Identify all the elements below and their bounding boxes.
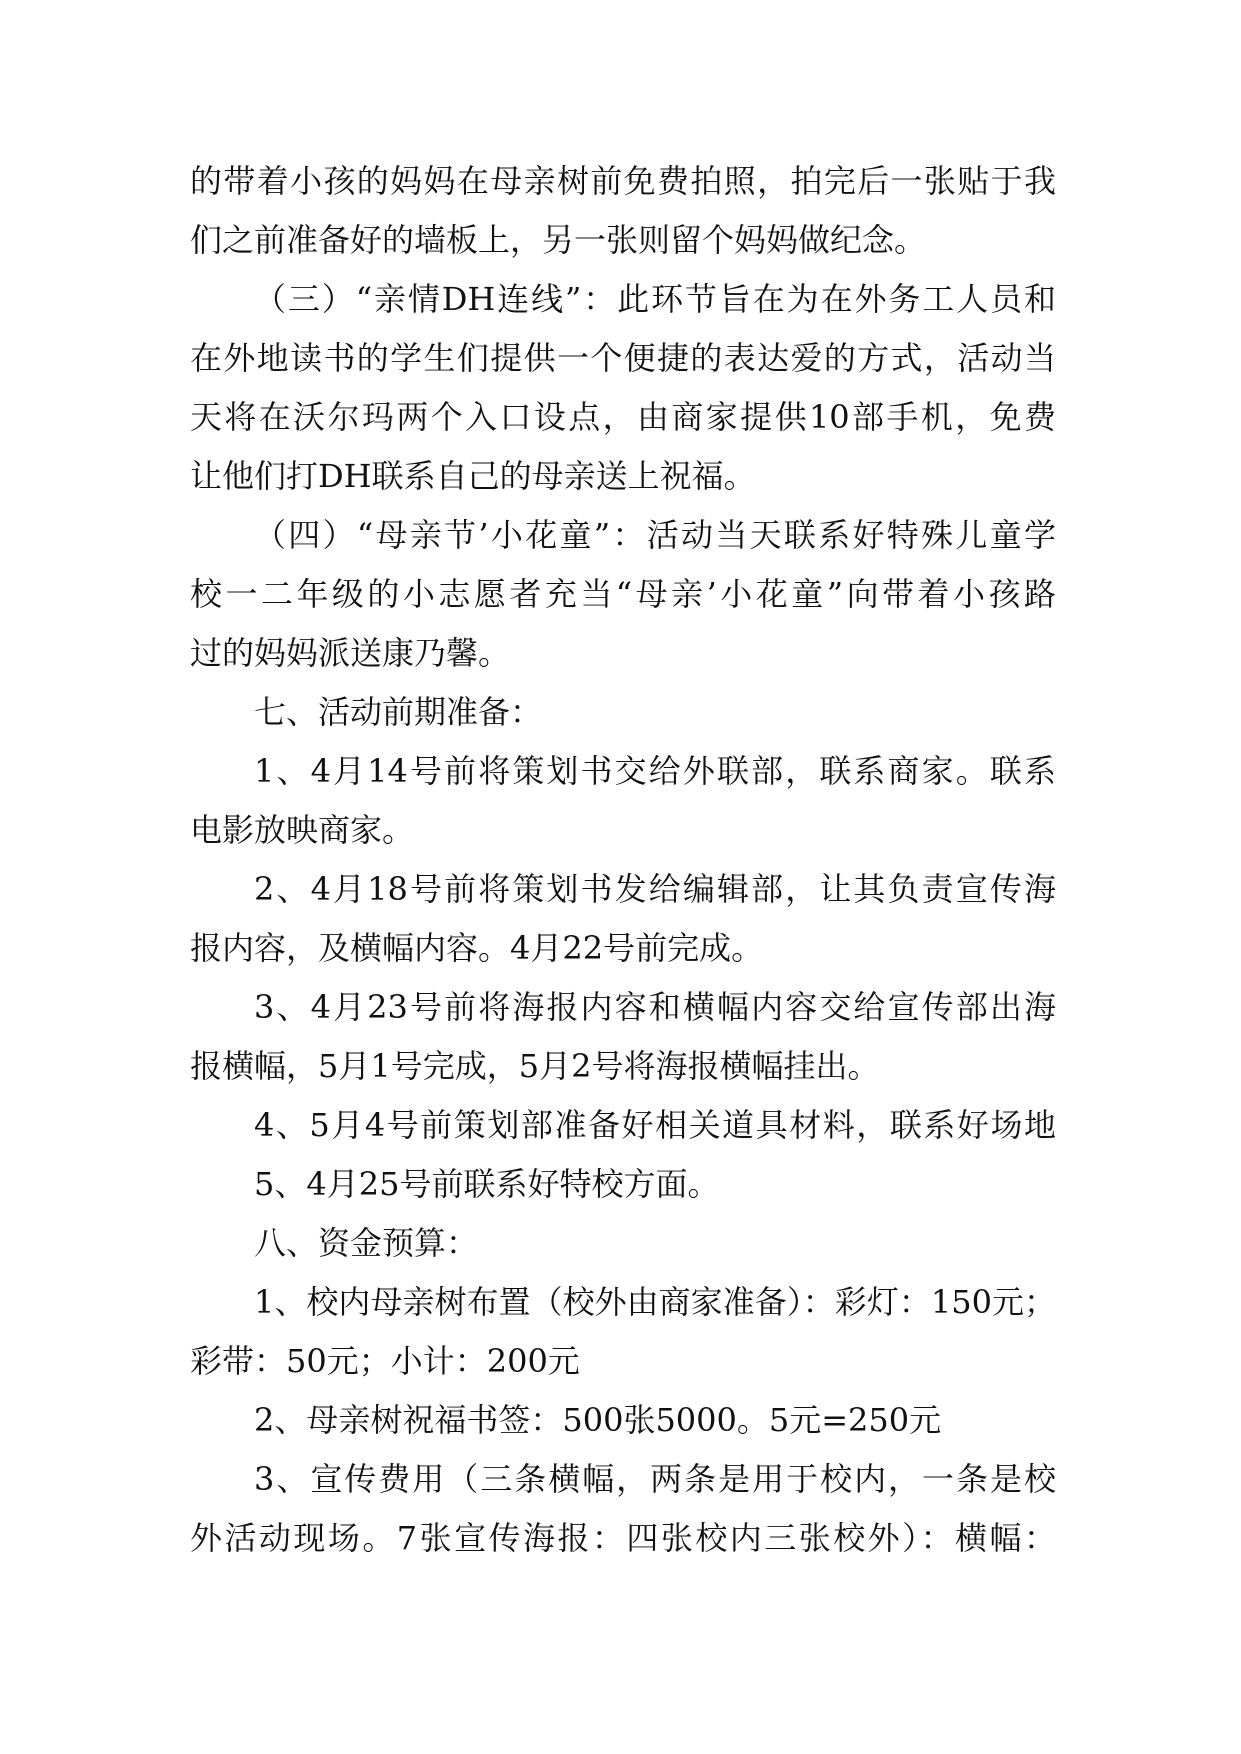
text-line: 报内容，及横幅内容。4月22号前完成。 xyxy=(190,929,764,967)
text-line: 们之前准备好的墙板上，另一张则留个妈妈做纪念。 xyxy=(190,221,927,259)
text-line: 1、校内母亲树布置（校外由商家准备）：彩灯：150元； xyxy=(254,1283,1056,1321)
text-line: 外活动现场。7张宣传海报：四张校内三张校外）：横幅： xyxy=(190,1519,1056,1557)
text-line: 报横幅，5月1号完成，5月2号将海报横幅挂出。 xyxy=(190,1047,880,1085)
text-line: 七、活动前期准备： xyxy=(254,693,543,731)
text-line: 3、4月23号前将海报内容和横幅内容交给宣传部出海 xyxy=(254,988,1056,1026)
text-line: 4、5月4号前策划部准备好相关道具材料，联系好场地 xyxy=(254,1106,1056,1144)
text-line: 1、4月14号前将策划书交给外联部，联系商家。联系 xyxy=(254,752,1056,790)
text-line: 2、母亲树祝福书签：500张5000。5元=250元 xyxy=(254,1401,942,1439)
text-line: 校一二年级的小志愿者充当“母亲’小花童”向带着小孩路 xyxy=(190,575,1056,613)
text-line: 2、4月18号前将策划书发给编辑部，让其负责宣传海 xyxy=(254,870,1056,908)
text-line: （四）“母亲节’小花童”：活动当天联系好特殊儿童学 xyxy=(254,516,1056,554)
text-line: （三）“亲情DH连线”：此环节旨在为在外务工人员和 xyxy=(254,280,1056,318)
text-line: 天将在沃尔玛两个入口设点，由商家提供10部手机，免费 xyxy=(190,398,1056,436)
text-line: 电影放映商家。 xyxy=(190,811,415,849)
text-line: 的带着小孩的妈妈在母亲树前免费拍照，拍完后一张贴于我 xyxy=(190,162,1056,200)
text-line: 过的妈妈派送康乃馨。 xyxy=(190,634,511,672)
text-line: 在外地读书的学生们提供一个便捷的表达爱的方式，活动当 xyxy=(190,339,1056,377)
text-line: 八、资金预算： xyxy=(254,1224,479,1262)
text-line: 彩带：50元；小计：200元 xyxy=(190,1342,580,1380)
text-line: 让他们打DH联系自己的母亲送上祝福。 xyxy=(190,457,756,495)
text-line: 3、宣传费用（三条横幅，两条是用于校内，一条是校 xyxy=(254,1460,1056,1498)
document-body xyxy=(190,152,1056,1568)
text-line: 5、4月25号前联系好特校方面。 xyxy=(254,1165,720,1203)
